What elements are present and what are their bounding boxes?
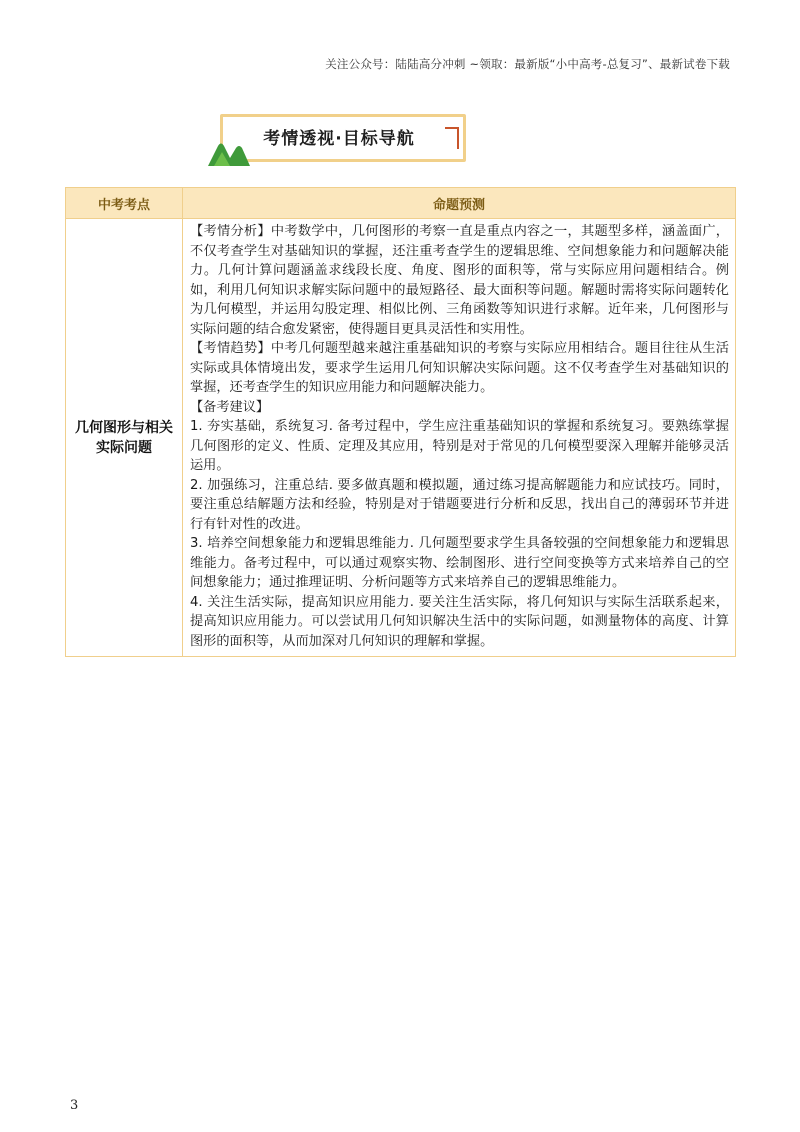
header-cell-prediction: 命题预测 [183, 188, 736, 219]
exam-analysis-table [65, 187, 736, 657]
banner-title: 考情透视·目标导航 [263, 129, 415, 149]
topic-cell: 几何图形与相关实际问题 [66, 219, 183, 657]
advice-item: 2. 加强练习，注重总结. 要多做真题和模拟题，通过练习提高解题能力和应试技巧。同时，要注重总结解题方法和经验，特别是对于错题要进行分析和反思，找出自己的薄弱环节并进行有针对性的改进。 [190, 477, 729, 532]
trend-paragraph: 【考情趋势】中考几何题型越来越注重基础知识的考察与实际应用相结合。题目往往从生活实际或具体情境出发，要求学生运用几何知识解决实际问题。这不仅考查学生对基础知识的掌握，还考查学生的知识应用能力和问题解决能力。 [190, 341, 729, 395]
header-note: 关注公众号：陆陆高分冲刺 ~领取：最新版“小中高考-总复习”、最新试卷下载 [325, 57, 730, 71]
advice-item: 3. 培养空间想象能力和逻辑思维能力. 几何题型要求学生具备较强的空间想象能力和逻辑思维能力。备考过程中，可以通过观察实物、绘制图形、进行空间变换等方式来培养自己的空间想象能力；通过推理证明、分析问题等方式来培养自己的逻辑思维能力。 [190, 536, 729, 590]
analysis-paragraph: 【考情分析】中考数学中，几何图形的考察一直是重点内容之一，其题型多样，涵盖面广，不仅考查学生对基础知识的掌握，还注重考查学生的逻辑思维、空间想象能力和问题解决能力。几何计算问题涵盖求线段长度、角度、图形的面积等，常与实际应用问题相结合。例如，利用几何知识求解实际问题中的最短路径、最大面积等问题。解题时需将实际问题转化为几何模型，并运用勾股定理、相似比例、三角函数等知识进行求解。近年来，几何图形与实际问题的结合愈发紧密，使得题目更具灵活性和实用性。 [190, 224, 729, 337]
prediction-cell [183, 219, 736, 657]
section-banner [208, 110, 470, 168]
header-cell-topic: 中考考点 [66, 188, 183, 219]
advice-item: 1. 夯实基础，系统复习. 备考过程中，学生应注重基础知识的掌握和系统复习。要熟练掌握几何图形的定义、性质、定理及其应用，特别是对于常见的几何模型要深入理解并能够灵活运用。 [190, 419, 729, 473]
page-number: 3 [70, 1098, 79, 1113]
advice-item: 4. 关注生活实际，提高知识应用能力. 要关注生活实际，将几何知识与实际生活联系起来，提高知识应用能力。可以尝试用几何知识解决生活中的实际问题，如测量物体的高度、计算图形的面积等，从而加深对几何知识的理解和掌握。 [190, 594, 729, 649]
advice-heading: 【备考建议】 [190, 399, 270, 415]
